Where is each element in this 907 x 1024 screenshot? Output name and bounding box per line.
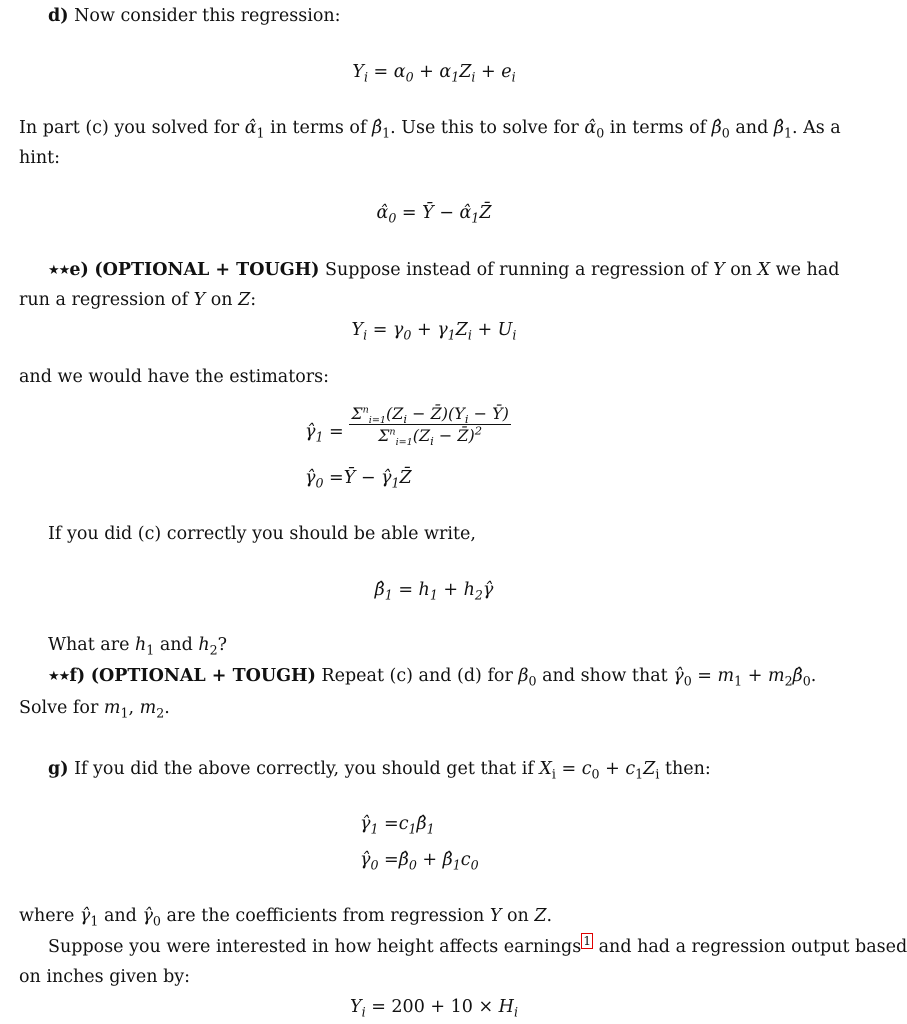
part-f-line2: Solve for $m_1$, $m_2$. [19, 698, 170, 721]
part-d-intro: Now consider this regression: [74, 6, 341, 26]
final-equation: $Y_i = 200 + 10 \times H_i$ [350, 997, 518, 1020]
part-d-paragraph-line2: hint: [19, 148, 61, 168]
star-icon: ★★ [48, 263, 70, 278]
suppose-text: Suppose you were interested in how height affects earnings [48, 937, 582, 957]
part-e-label: e) [69, 260, 89, 280]
beta-equation: $\betâ_1 = h_1$ + $h_2\gammâ$ [374, 580, 494, 603]
suppose-line1 [48, 934, 907, 957]
gamma1-estimator: $\gammâ_1$ = $\frac{\Sigma^n_{i=1}(Z_i - Z̄)(Y_i - Ȳ)}{\Sigma^n_{i=1}(Z_i - Z̄)^2}$ [305, 404, 509, 449]
part-g-heading: g) If you did the above correctly, you should get that if $X_i = c_0 + c_1Z_i$ then: [48, 759, 711, 782]
part-d-heading [48, 6, 341, 26]
star-icon: ★★ [48, 669, 70, 684]
part-d-paragraph-line1: In part (c) you solved for $\alphâ_1$ in terms of $\betâ_1$. Use this to solve for $\alphâ_0$ in terms of $\betâ_0$ and $\betâ_1$. As a [19, 118, 841, 141]
where-text: where $\gammâ_1$ and $\gammâ_0$ are the coefficients from regression Y on Z. [19, 906, 553, 929]
gamma1-result: $\gammâ_1$ $=c_1\betâ_1$ [360, 814, 435, 837]
part-e-title: (OPTIONAL + TOUGH) [94, 260, 320, 280]
part-f-label: f) [69, 666, 86, 686]
regression-equation-alpha: $Y_i = \alpha_0 + \alpha_1Z_i + e_i$ [352, 62, 516, 85]
suppose-text-end: and had a regression output based [598, 937, 907, 957]
part-d-label: d) [48, 6, 69, 26]
part-e-c-text: If you did (c) correctly you should be able write, [48, 524, 476, 544]
part-e-question: What are $h_1$ and $h_2$? [48, 635, 228, 658]
footnote-link[interactable]: 1 [583, 934, 592, 948]
hint-equation: $\alphâ_0$ = Ȳ − $\alphâ_1Z̄$ [376, 203, 492, 226]
part-f-heading: ★★f) (OPTIONAL + TOUGH) Repeat (c) and (d) for $\beta_0$ and show that $\gammâ_0 = m_1$ + $m_2\betâ_0$. [48, 666, 817, 689]
estimators-intro: and we would have the estimators: [19, 367, 330, 387]
regression-equation-gamma: $Y_i = \gamma_0 + \gamma_1Z_i + U_i$ [351, 320, 517, 343]
part-f-title: (OPTIONAL + TOUGH) [90, 666, 316, 686]
gamma0-result: $\gammâ_0$ $=\betâ_0$ + $\betâ_1c_0$ [360, 850, 479, 873]
part-e-line2: run a regression of Y on Z: [19, 290, 257, 310]
suppose-line2: on inches given by: [19, 967, 191, 987]
part-g-label: g) [48, 759, 69, 779]
gamma0-estimator: $\gammâ_0$ =Ȳ − $\gammâ_1Z̄$ [305, 468, 412, 491]
part-e-heading: ★★e) (OPTIONAL + TOUGH) Suppose instead of running a regression of Y on X we had [48, 260, 840, 280]
